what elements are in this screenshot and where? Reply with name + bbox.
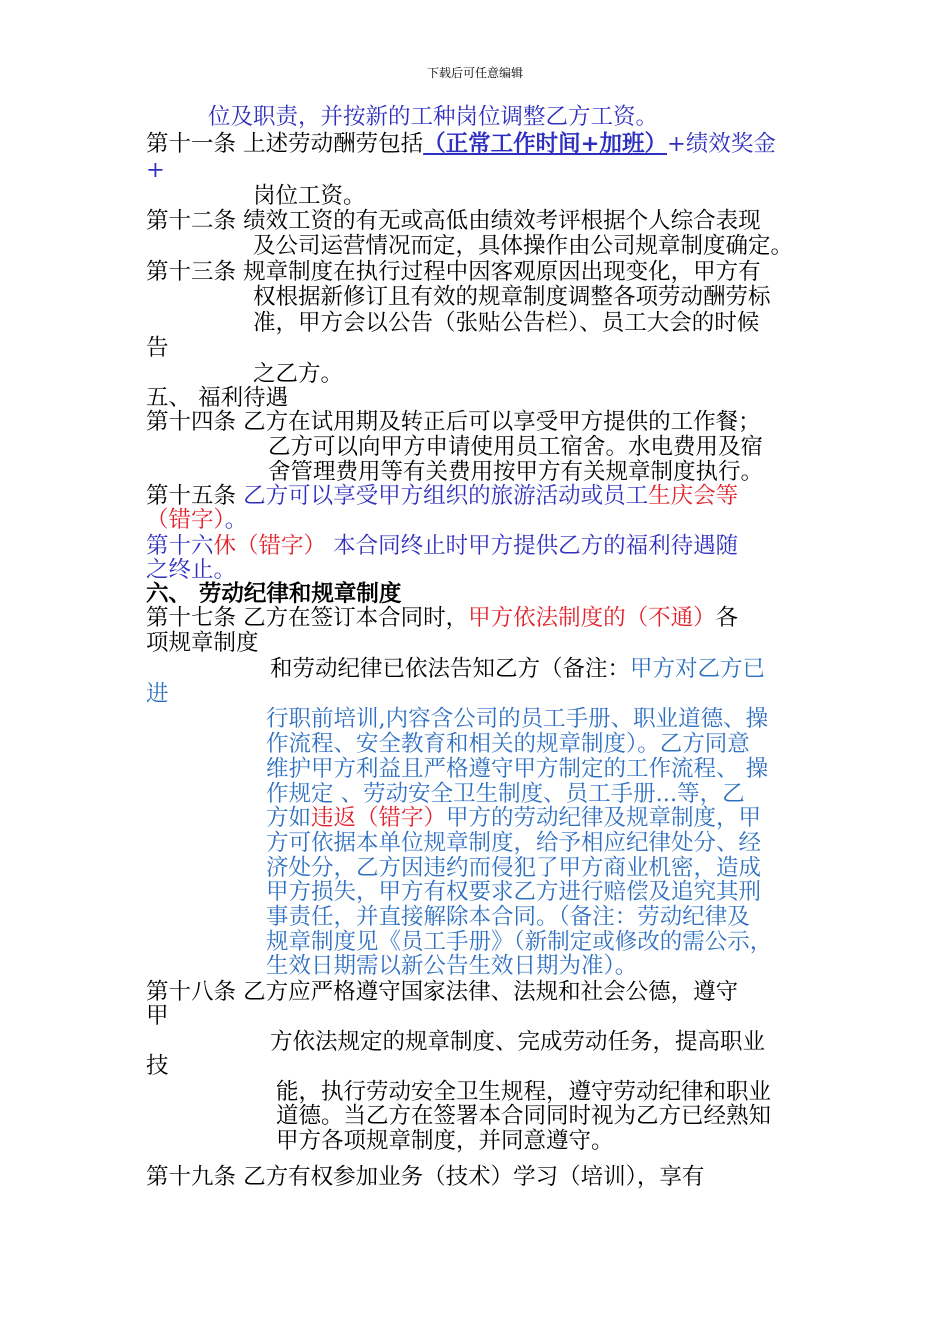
text-run: 第十二条 绩效工资的有无或高低由绩效考评根据个人综合表现 [146, 208, 761, 234]
text-run: 位及职责，并按新的工种岗位调整乙方工资。 [208, 104, 659, 130]
text-run: 舍管理费用等有关费用按甲方有关规章制度执行。 [268, 459, 764, 485]
text-line [268, 434, 763, 460]
text-line [266, 904, 750, 930]
text-line [146, 483, 738, 509]
text-run: 第十一条 上述劳动酬劳包括 [146, 131, 424, 157]
text-line [253, 233, 793, 259]
text-run: 之终止。 [146, 557, 237, 583]
text-line [266, 805, 761, 831]
text-run: 甲方各项规章制度，并同意遵守。 [276, 1128, 614, 1154]
text-run: 第十四条 乙方在试用期及转正后可以享受甲方提供的工作餐； [146, 409, 761, 435]
text-line [146, 208, 761, 234]
text-run: 方可依据本单位规章制度，给予相应纪律处分、经 [266, 830, 762, 856]
text-run: （错字） [146, 507, 225, 533]
text-run: 维护甲方利益且严格遵守甲方制定的工作流程、 操 [266, 756, 769, 782]
text-run: 五、 福利待遇 [146, 385, 289, 411]
text-line [146, 157, 165, 183]
text-line [146, 581, 401, 607]
text-line [146, 409, 761, 435]
text-line [266, 929, 772, 955]
text-run: 作流程、安全教育和相关的规章制度）。乙方同意 [266, 731, 750, 757]
text-line [146, 979, 738, 1005]
text-run: 。 [224, 507, 248, 533]
text-line [253, 284, 771, 310]
text-line [146, 605, 738, 631]
text-line [270, 1029, 765, 1055]
text-line [266, 830, 761, 856]
text-run: 本合同终止时甲方提供乙方的福利待遇随 [326, 533, 739, 559]
text-line [146, 533, 738, 559]
text-line [208, 104, 658, 130]
text-run: 甲 [146, 1003, 169, 1029]
text-run: 技 [146, 1053, 169, 1079]
text-line [146, 335, 169, 361]
text-line [266, 953, 637, 979]
text-run: 告 [146, 335, 169, 361]
text-line [146, 507, 247, 533]
text-line [146, 1053, 169, 1079]
text-run: 第十五条 [146, 483, 244, 509]
text-run: 各 [715, 605, 739, 631]
text-run: 乙方可以享受甲方组织的旅游活动或员工 [243, 483, 649, 509]
text-run: 生庆会等 [648, 483, 739, 509]
text-run: 休（错字） [213, 533, 327, 559]
text-line [276, 1128, 614, 1154]
text-run: 甲方的劳动纪律及规章制度，甲 [446, 805, 762, 831]
text-run: 第十三条 规章制度在执行过程中因客观原因出现变化，甲方有 [146, 259, 761, 285]
text-run: 违返（错字） [311, 805, 447, 831]
text-run: 作规定 、劳动安全卫生制度、员工手册...等，乙 [266, 781, 745, 807]
text-line [146, 1003, 169, 1029]
text-run: 权根据新修订且有效的规章制度调整各项劳动酬劳标 [253, 284, 771, 310]
text-line [266, 879, 761, 905]
text-line [266, 731, 750, 757]
text-line [270, 656, 765, 682]
text-line [253, 183, 366, 209]
text-run: + [146, 157, 165, 183]
text-run: 方依法规定的规章制度、完成劳动任务，提高职业 [270, 1029, 766, 1055]
text-line [146, 681, 169, 707]
text-run: 济处分，乙方因违约而侵犯了甲方商业机密，造成 [266, 855, 762, 881]
text-run: 之乙方。 [253, 361, 344, 387]
text-line [276, 1079, 771, 1105]
text-line [268, 459, 763, 485]
text-run: 项规章制度 [146, 630, 259, 656]
text-run: 和劳动纪律已依法告知乙方（备注： [270, 656, 631, 682]
text-run: +绩效奖金 [667, 131, 776, 157]
text-line [266, 781, 745, 807]
text-line [253, 361, 343, 387]
text-run: 进 [146, 681, 169, 707]
text-run: 方如 [266, 805, 312, 831]
text-run: 能，执行劳动安全卫生规程，遵守劳动纪律和职业 [276, 1079, 772, 1105]
page-header: 下载后可任意编辑 [426, 66, 523, 80]
text-line [146, 385, 288, 411]
text-run: 乙方可以向甲方申请使用员工宿舍。水电费用及宿 [268, 434, 764, 460]
text-line [266, 706, 768, 732]
text-line [253, 310, 759, 336]
text-line [266, 756, 768, 782]
text-run: 事责任，并直接解除本合同。（备注：劳动纪律及 [266, 904, 750, 930]
text-run: 甲方损失，甲方有权要求乙方进行赔偿及追究其刑 [266, 879, 762, 905]
text-line [266, 855, 761, 881]
text-run: 准，甲方会以公告（张贴公告栏）、员工大会的时候 [253, 310, 760, 336]
text-line [146, 557, 236, 583]
text-run: 岗位工资。 [253, 183, 366, 209]
text-line [146, 131, 776, 157]
text-run: 甲方对乙方已 [630, 656, 766, 682]
text-line [146, 259, 761, 285]
text-run: 规章制度见《员工手册》（新制定或修改的需公示， [266, 929, 773, 955]
text-run: 甲方依法制度的（不通） [468, 605, 716, 631]
text-run: 行职前培训,内容含公司的员工手册、职业道德、操 [266, 706, 769, 732]
text-line [276, 1103, 771, 1129]
text-run: 及公司运营情况而定，具体操作由公司规章制度确定。 [253, 233, 794, 259]
text-run: 第十九条 乙方有权参加业务（技术）学习（培训），享有 [146, 1164, 705, 1190]
text-run: 生效日期需以新公告生效日期为准）。 [266, 953, 638, 979]
text-run: （正常工作时间+加班） [423, 131, 668, 157]
text-line [146, 630, 259, 656]
text-run: 道德。当乙方在签署本合同同时视为乙方已经熟知 [276, 1103, 772, 1129]
text-run: 第十六 [146, 533, 214, 559]
text-line [146, 1164, 704, 1190]
text-run: 六、 劳动纪律和规章制度 [146, 581, 402, 607]
text-run: 第十八条 乙方应严格遵守国家法律、法规和社会公德，遵守 [146, 979, 739, 1005]
text-run: 第十七条 乙方在签订本合同时， [146, 605, 469, 631]
